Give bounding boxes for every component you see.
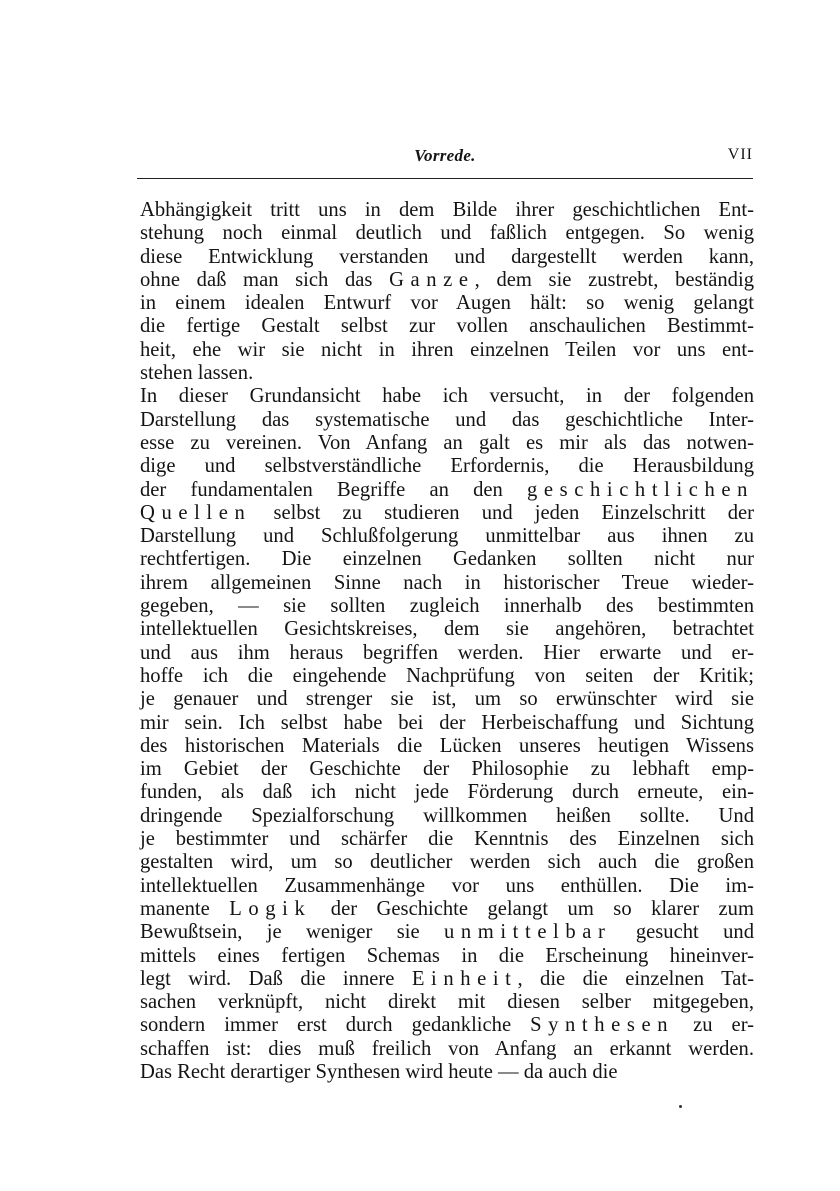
text-segment: dige und selbstverständliche Erfordernis, die Herausbildung (140, 455, 754, 478)
text-line (140, 246, 754, 269)
text-line (140, 1038, 754, 1061)
text-segment: gegeben, — sie sollten zugleich innerhalb des bestimmten (140, 595, 754, 618)
text-line (140, 805, 754, 828)
text-line (140, 409, 754, 432)
text-segment: in einem idealen Entwurf vor Augen hält: so wenig gelangt (140, 292, 754, 315)
text-line (140, 479, 754, 502)
text-line (140, 898, 754, 921)
text-segment: des historischen Materials die Lücken unseres heutigen Wissens (140, 734, 754, 757)
text-segment: ihrem allgemeinen Sinne nach in historischer Treue wieder- (140, 571, 754, 594)
text-segment: rechtfertigen. Die einzelnen Gedanken sollten nicht nur (140, 548, 754, 571)
text-line (140, 595, 754, 618)
spaced-emphasis: Logik (229, 897, 312, 920)
text-segment: heit, ehe wir sie nicht in ihren einzelnen Teilen vor uns ent- (140, 338, 754, 361)
text-line (140, 758, 754, 781)
text-segment: manente (140, 897, 230, 920)
text-line (140, 572, 754, 595)
text-line (140, 269, 754, 292)
text-line (140, 199, 754, 222)
text-segment: Das Recht derartiger Synthesen wird heute — da auch die (140, 1060, 618, 1083)
text-segment: legt wird. Daß die innere (140, 967, 412, 990)
text-segment: In dieser Grundansicht habe ich versucht, in der folgenden (140, 385, 754, 408)
text-segment: , die die einzelnen Tat- (517, 967, 754, 990)
text-segment: im Gebiet der Geschichte der Philosophie zu lebhaft emp- (140, 758, 754, 781)
text-line (140, 548, 754, 571)
text-segment: sondern immer erst durch gedankliche (140, 1014, 531, 1037)
spaced-emphasis: geschichtlichen (527, 478, 754, 501)
text-line (140, 362, 754, 385)
text-segment: Darstellung das systematische und das geschichtliche Inter- (140, 408, 754, 431)
text-line (140, 828, 754, 851)
text-segment: dringende Spezialforschung willkommen heißen sollte. Und (140, 804, 754, 827)
spaced-emphasis: unmittelbar (443, 921, 612, 944)
text-line (140, 781, 754, 804)
spaced-emphasis: Quellen (140, 501, 252, 524)
text-segment: die fertige Gestalt selbst zur vollen anschaulichen Bestimmt- (140, 315, 754, 338)
spaced-emphasis: Ganze (389, 268, 475, 291)
ink-speck (679, 1105, 682, 1108)
text-segment: Darstellung und Schlußfolgerung unmittelbar aus ihnen zu (140, 525, 754, 548)
text-line (140, 921, 754, 944)
text-segment: ohne daß man sich das (140, 268, 390, 291)
text-segment: , dem sie zustrebt, beständig (474, 268, 754, 291)
text-line (140, 385, 754, 408)
text-segment: mir sein. Ich selbst habe bei der Herbeischaffung und Sichtung (140, 711, 754, 734)
text-line (140, 968, 754, 991)
text-segment: stehen lassen. (140, 362, 254, 385)
text-segment: schaffen ist: dies muß freilich von Anfang an erkannt werden. (140, 1037, 754, 1060)
text-segment: esse zu vereinen. Von Anfang an galt es mir als das notwen- (140, 431, 754, 454)
page-number: VII (727, 146, 753, 163)
text-segment: diese Entwicklung verstanden und dargestellt werden kann, (140, 245, 754, 268)
text-line (140, 222, 754, 245)
text-segment: der fundamentalen Begriffe an den (140, 478, 528, 501)
text-segment: hoffe ich die eingehende Nachprüfung von seiten der Kritik; (140, 664, 754, 687)
text-segment: je genauer und strenger sie ist, um so erwünschter wird sie (140, 688, 754, 711)
running-title: Vorrede. (414, 146, 476, 165)
text-segment: Abhängigkeit tritt uns in dem Bilde ihrer geschichtlichen Ent- (140, 199, 754, 221)
spaced-emphasis: Einheit (411, 967, 518, 990)
text-line (140, 315, 754, 338)
text-segment: sachen verknüpft, nicht direkt mit diesen selber mitgegeben, (140, 991, 754, 1014)
text-line (140, 851, 754, 874)
text-line (140, 945, 754, 968)
text-line (140, 339, 754, 362)
text-line (140, 735, 754, 758)
text-line (140, 525, 754, 548)
header-rule (137, 178, 753, 179)
text-line (140, 642, 754, 665)
spaced-emphasis: Synthesen (530, 1014, 675, 1037)
text-segment: stehung noch einmal deutlich und faßlich entgegen. So wenig (140, 222, 754, 245)
text-line (140, 665, 754, 688)
text-segment: intellektuellen Gesichtskreises, dem sie angehören, betrachtet (140, 618, 754, 641)
text-segment: und aus ihm heraus begriffen werden. Hier erwarte und er- (140, 641, 754, 664)
body-text (140, 199, 754, 1084)
text-line (140, 875, 754, 898)
text-segment: zu er- (674, 1014, 755, 1037)
text-segment: funden, als daß ich nicht jede Förderung durch erneute, ein- (140, 781, 754, 804)
text-line (140, 432, 754, 455)
text-line (140, 1061, 754, 1084)
text-line (140, 991, 754, 1014)
text-segment: selbst zu studieren und jeden Einzelschritt der (251, 501, 754, 524)
text-line (140, 292, 754, 315)
text-line (140, 1014, 754, 1037)
text-segment: gesucht und (611, 921, 754, 944)
text-line (140, 618, 754, 641)
text-line (140, 688, 754, 711)
text-segment: je bestimmter und schärfer die Kenntnis des Einzelnen sich (140, 828, 754, 851)
text-segment: Bewußtsein, je weniger sie (140, 921, 444, 944)
text-segment: intellektuellen Zusammenhänge vor uns enthüllen. Die im- (140, 874, 754, 897)
text-segment: gestalten wird, um so deutlicher werden sich auch die großen (140, 851, 754, 874)
text-segment: der Geschichte gelangt um so klarer zum (311, 897, 754, 920)
page-header (137, 146, 753, 170)
text-line (140, 502, 754, 525)
text-line (140, 455, 754, 478)
text-segment: mittels eines fertigen Schemas in die Erscheinung hineinver- (140, 944, 754, 967)
text-line (140, 712, 754, 735)
